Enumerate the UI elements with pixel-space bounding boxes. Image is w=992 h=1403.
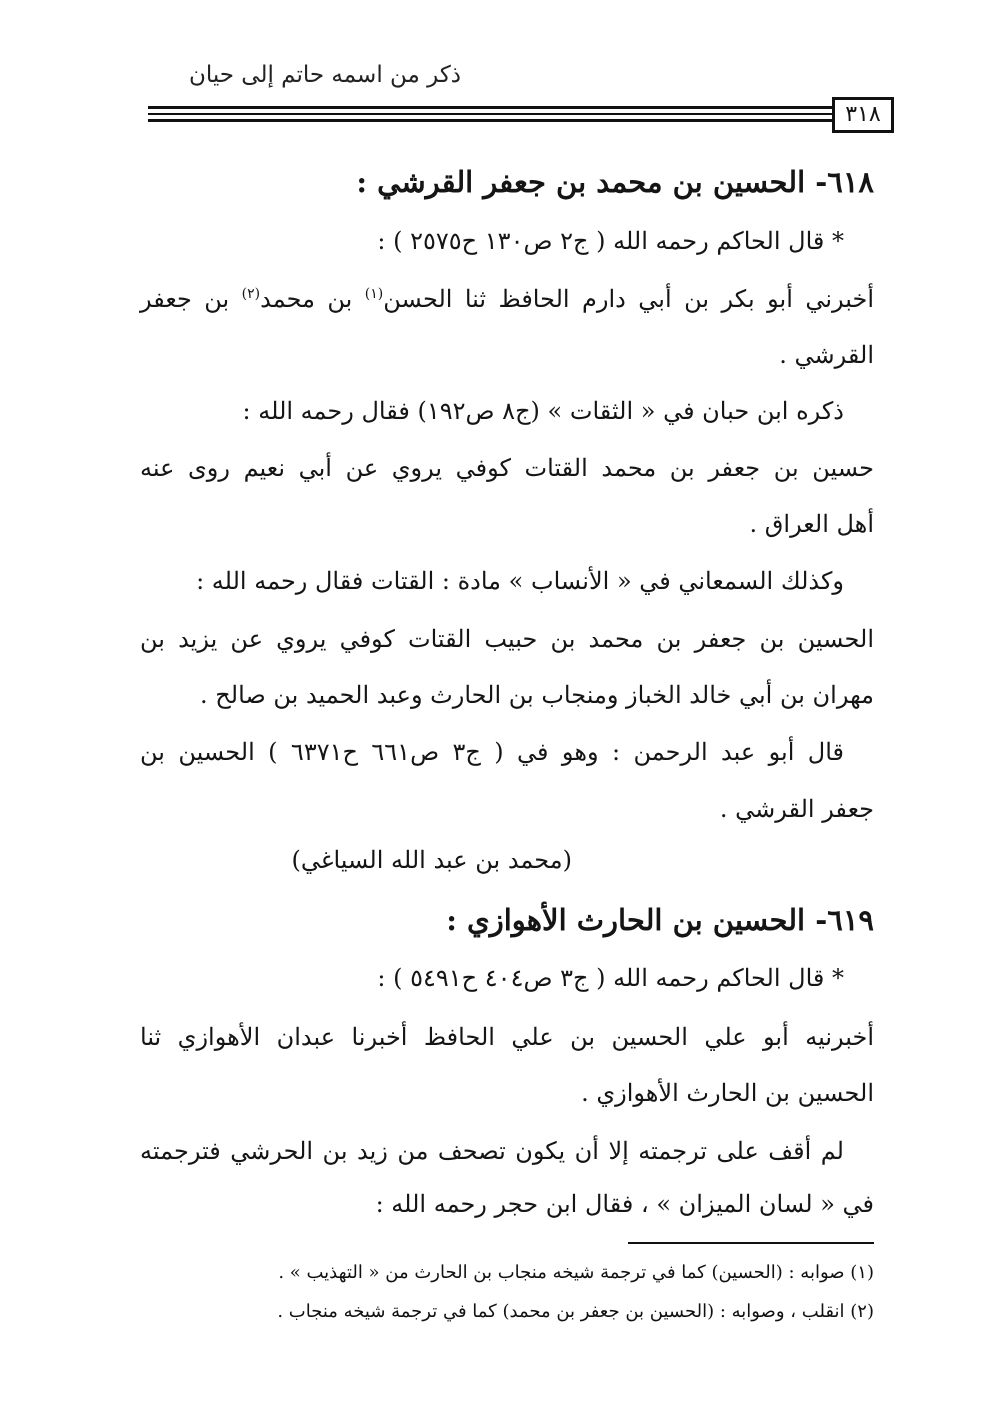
entry-heading: ٦١٩- الحسين بن الحارث الأهوازي : <box>446 903 874 937</box>
text-line: ذكره ابن حبان في « الثقات » (ج٨ ص١٩٢) فقال رحمه الله : <box>242 397 844 425</box>
footnote: (١) صوابه : (الحسين) كما في ترجمة شيخه منجاب بن الحارث من « التهذيب » . <box>278 1262 874 1283</box>
entry-heading: ٦١٨- الحسين بن محمد بن جعفر القرشي : <box>356 165 874 199</box>
text-line: حسين بن جعفر بن محمد القتات كوفي يروي عن أبي نعيم روى عنه <box>140 454 874 482</box>
text-line: الحسين بن جعفر بن محمد بن حبيب القتات كوفي يروي عن يزيد بن <box>140 625 874 653</box>
footnote-marker: (٢) <box>241 286 261 302</box>
text-line: لم أقف على ترجمته إلا أن يكون تصحف من زيد بن الحرشي فترجمته <box>140 1137 844 1165</box>
header-rule <box>148 106 834 109</box>
text-line: جعفر القرشي . <box>719 795 874 823</box>
text-line: مهران بن أبي خالد الخباز ومنجاب بن الحارث وعبد الحميد بن صالح . <box>200 681 874 709</box>
text-segment: بن جعفر <box>140 285 230 313</box>
footnote: (٢) انقلب ، وصوابه : (الحسين بن جعفر بن محمد) كما في ترجمة شيخه منجاب . <box>277 1301 874 1322</box>
text-line: * قال الحاكم رحمه الله ( ج٣ ص٤٠٤ ح٥٤٩١ ) : <box>377 964 844 992</box>
text-segment: أخبرني أبو بكر بن أبي دارم الحافظ ثنا الحسن <box>383 285 874 313</box>
text-line: أهل العراق . <box>749 510 874 538</box>
text-line: الحسين بن الحارث الأهوازي . <box>581 1079 874 1107</box>
text-segment: بن محمد <box>260 285 353 313</box>
author-signature: (محمد بن عبد الله السياغي) <box>291 846 572 874</box>
footnote-rule <box>628 1242 874 1244</box>
text-line <box>140 285 874 313</box>
text-line: * قال الحاكم رحمه الله ( ج٢ ص١٣٠ ح٢٥٧٥ ) : <box>377 227 844 255</box>
footnote-marker: (١) <box>364 286 384 302</box>
header-rule <box>148 113 834 115</box>
text-line: قال أبو عبد الرحمن : وهو في ( ج٣ ص٦٦١ ح٦٣٧١ ) الحسين بن <box>140 738 844 766</box>
text-line: وكذلك السمعاني في « الأنساب » مادة : القتات فقال رحمه الله : <box>196 567 844 595</box>
text-line: أخبرنيه أبو علي الحسين بن علي الحافظ أخبرنا عبدان الأهوازي ثنا <box>140 1023 874 1051</box>
text-line: في « لسان الميزان » ، فقال ابن حجر رحمه الله : <box>375 1190 874 1218</box>
page-number: ٣١٨ <box>832 97 894 133</box>
header-rule <box>148 119 834 122</box>
running-title: ذكر من اسمه حاتم إلى حيان <box>188 62 462 88</box>
text-line: القرشي . <box>779 341 874 369</box>
